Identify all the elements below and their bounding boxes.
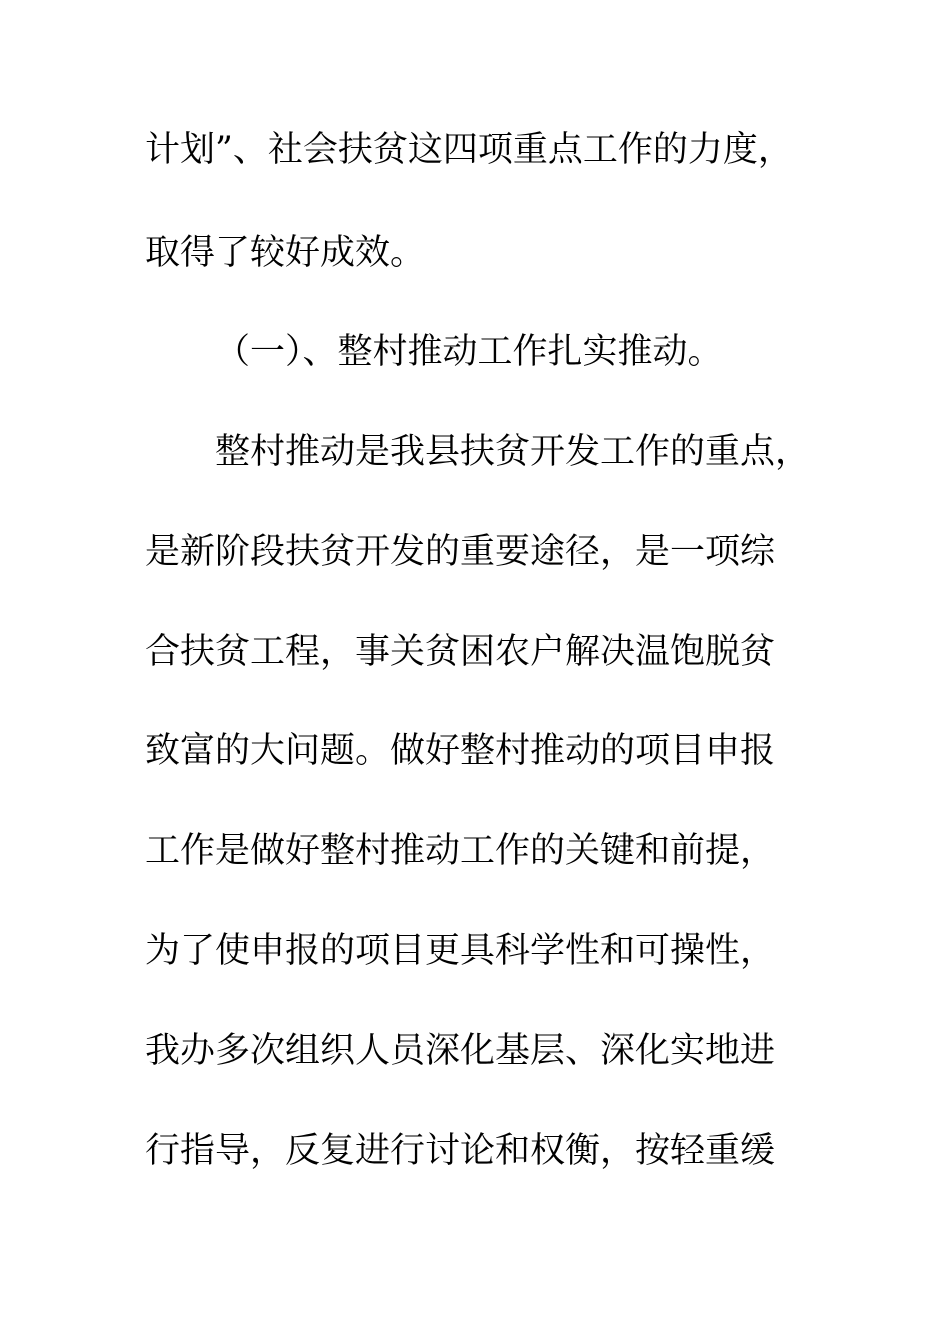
text-line-9: 为了使申报的项目更具科学性和可操性， (145, 931, 776, 971)
section-heading: （一）、整村推动工作扎实推动。 (215, 332, 723, 372)
text-line-1: 计划”、社会扶贫这四项重点工作的力度， (145, 130, 793, 170)
text-line-6: 合扶贫工程，事关贫困农户解决温饱脱贫 (145, 632, 776, 672)
text-line-11: 行指导，反复进行讨论和权衡，按轻重缓 (145, 1131, 776, 1171)
text-line-7: 致富的大问题。做好整村推动的项目申报 (145, 731, 776, 771)
paragraph-first-line: 整村推动是我县扶贫开发工作的重点， (215, 432, 811, 472)
text-line-2: 取得了较好成效。 (145, 233, 426, 273)
text-line-8: 工作是做好整村推动工作的关键和前提， (145, 831, 776, 871)
text-line-5: 是新阶段扶贫开发的重要途径，是一项综 (145, 532, 776, 572)
text-line-10: 我办多次组织人员深化基层、深化实地进 (145, 1031, 776, 1071)
